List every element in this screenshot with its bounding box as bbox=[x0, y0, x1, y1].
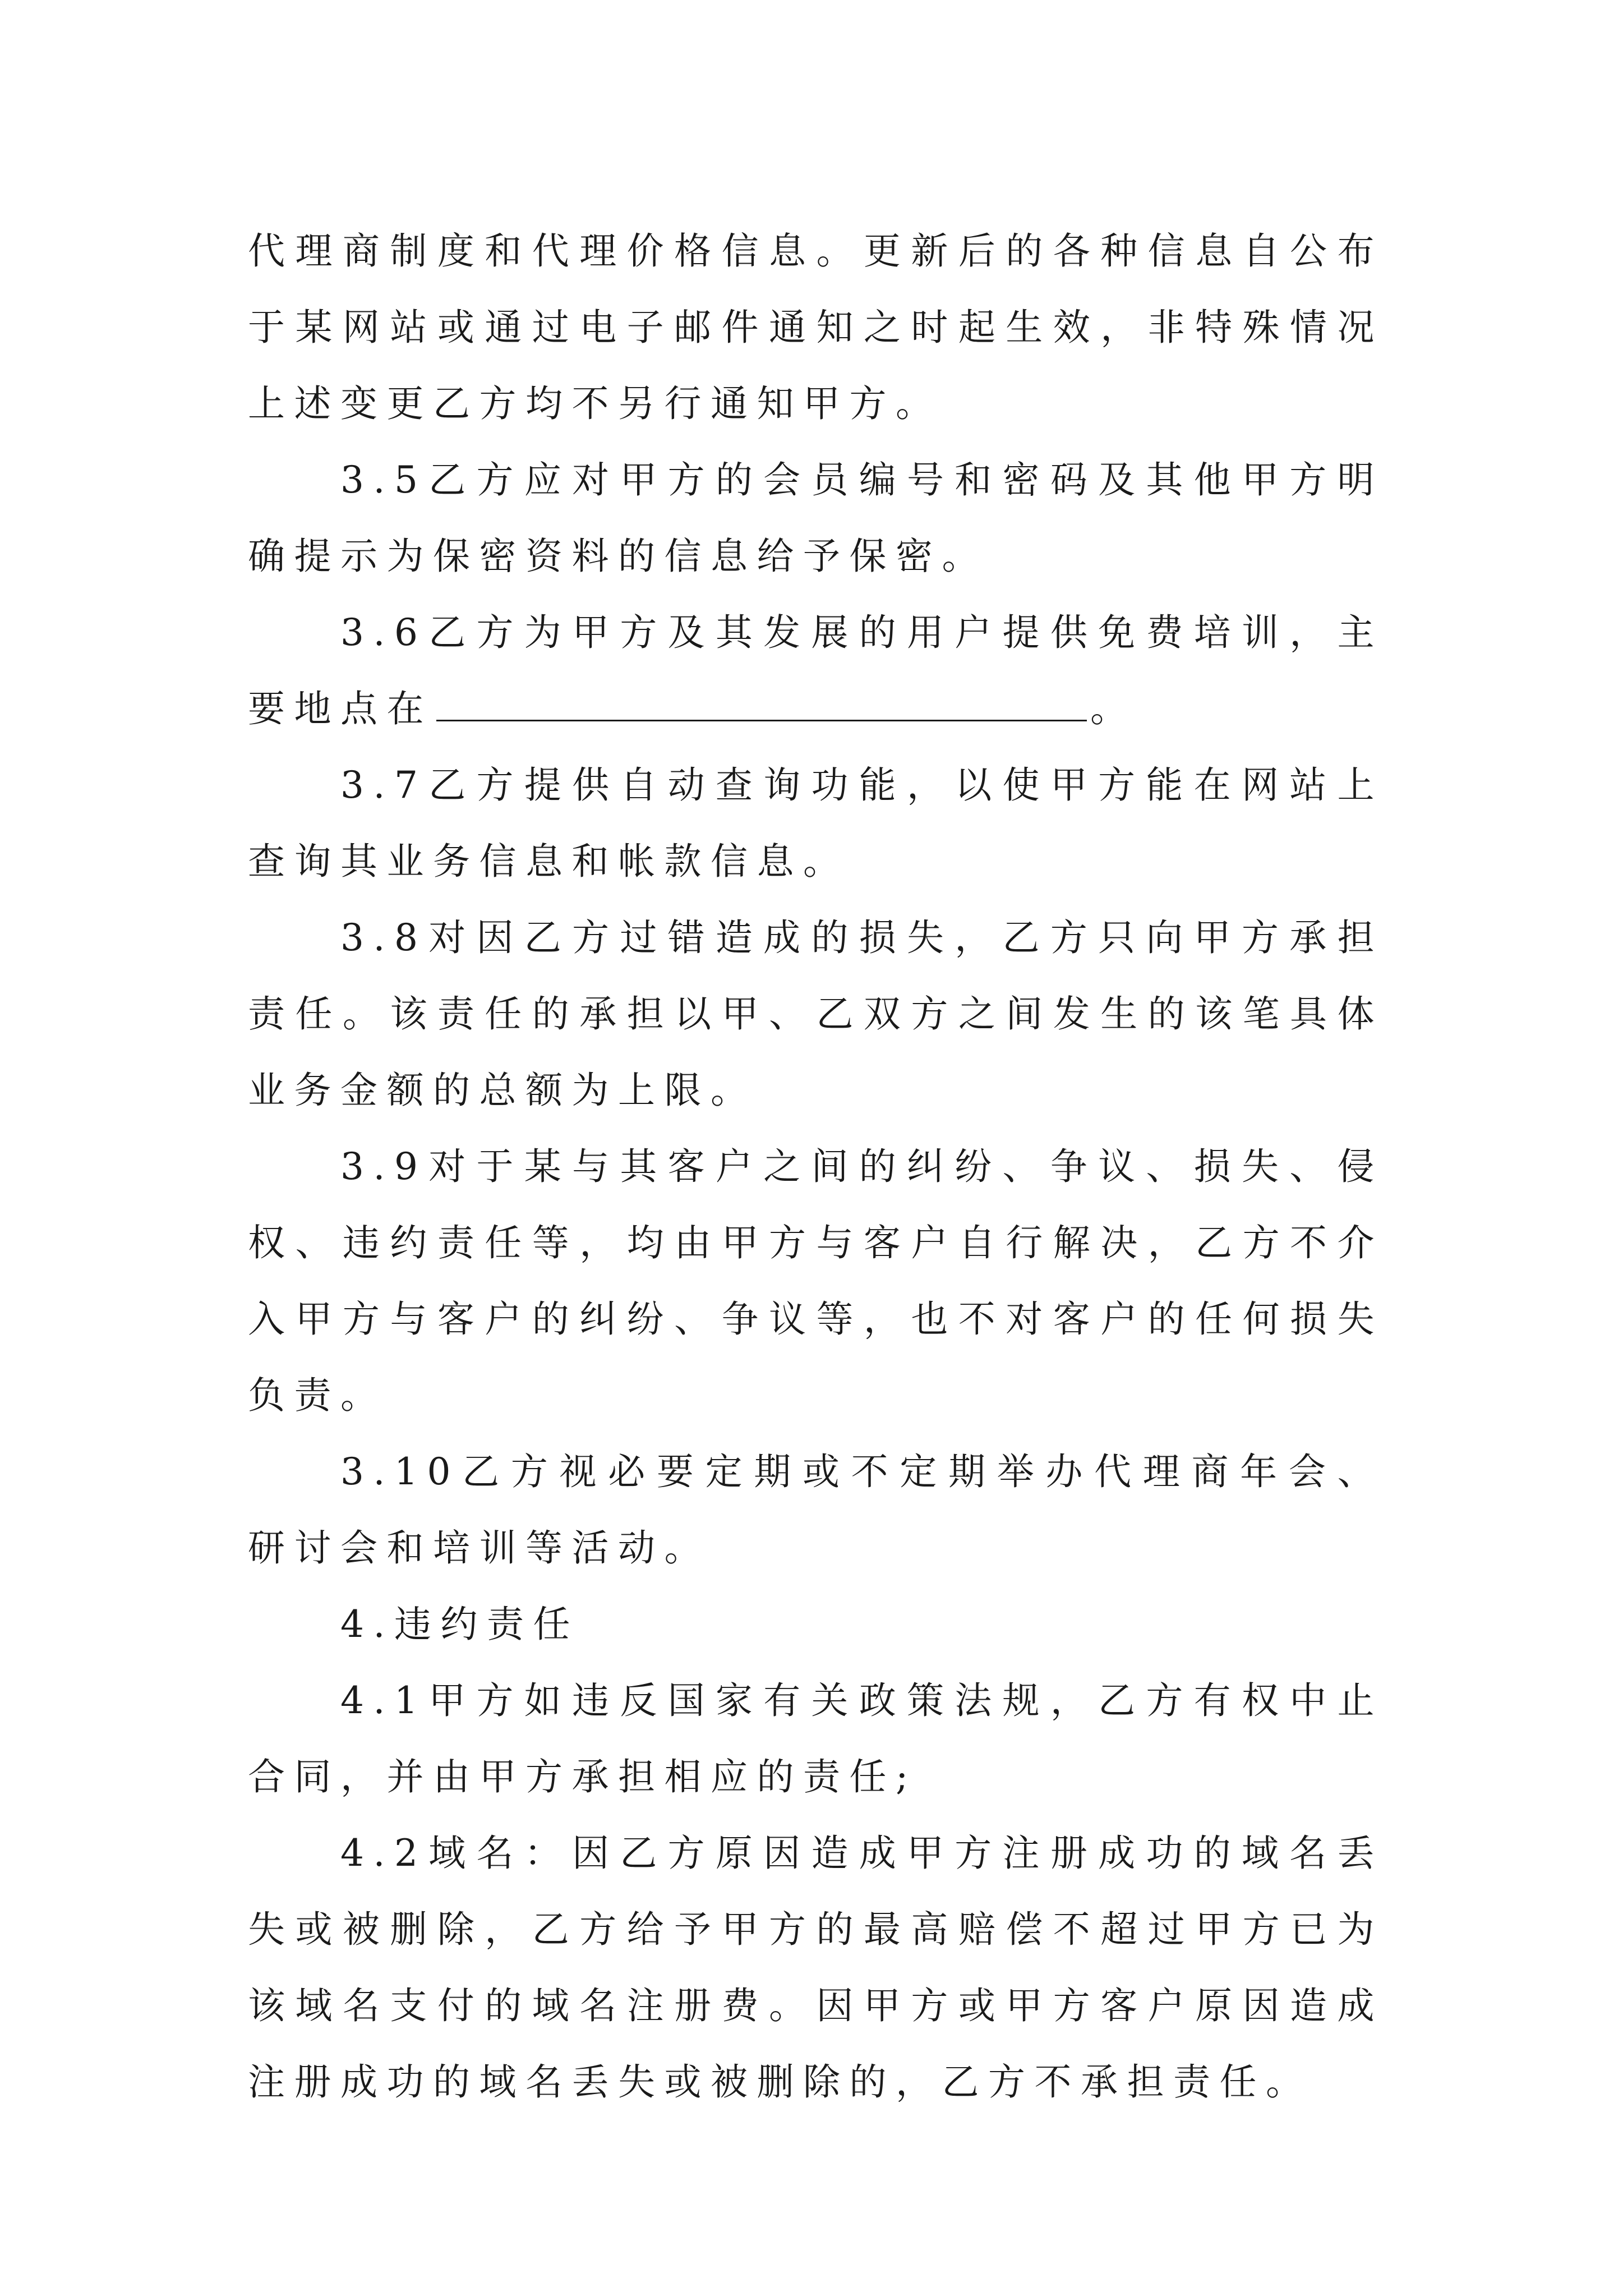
clause-3-10: 3.10乙方视必要定期或不定期举办代理商年会、研讨会和培训等活动。 bbox=[248, 1450, 1384, 1570]
clause-3-6-text: 3.6乙方为甲方及其发展的用户提供免费培训，主要地点在 bbox=[248, 611, 1384, 730]
clause-3-8: 3.8对因乙方过错造成的损失，乙方只向甲方承担责任。该责任的承担以甲、乙双方之间发生的该笔具体业务金额的总额为上限。 bbox=[248, 916, 1384, 1112]
clause-3-9: 3.9对于某与其客户之间的纠纷、争议、损失、侵权、违约责任等，均由甲方与客户自行解决，乙方不介入甲方与客户的纠纷、争议等，也不对客户的任何损失负责。 bbox=[248, 1145, 1384, 1417]
clause-3-5: 3.5乙方应对甲方的会员编号和密码及其他甲方明确提示为保密资料的信息给予保密。 bbox=[248, 458, 1384, 578]
clause-3-7: 3.7乙方提供自动查询功能，以使甲方能在网站上查询其业务信息和帐款信息。 bbox=[248, 763, 1384, 883]
clause-4-1: 4.1甲方如违反国家有关政策法规，乙方有权中止合同，并由甲方承担相应的责任; bbox=[248, 1679, 1384, 1798]
document-body bbox=[248, 213, 1384, 2120]
section-heading-4: 4.违约责任 bbox=[340, 1603, 579, 1646]
clause-4-2: 4.2域名：因乙方原因造成甲方注册成功的域名丢失或被删除，乙方给予甲方的最高赔偿不超过甲方已为该域名支付的域名注册费。因甲方或甲方客户原因造成注册成功的域名丢失或被删除的，乙方不承担责任。 bbox=[248, 1832, 1384, 2104]
clause-3-6 bbox=[248, 595, 1384, 747]
fill-in-blank-line bbox=[436, 686, 1087, 721]
clause-3-6-end: 。 bbox=[1090, 687, 1137, 730]
paragraph-continuation: 代理商制度和代理价格信息。更新后的各种信息自公布于某网站或通过电子邮件通知之时起生效，非特殊情况上述变更乙方均不另行通知甲方。 bbox=[248, 229, 1384, 425]
